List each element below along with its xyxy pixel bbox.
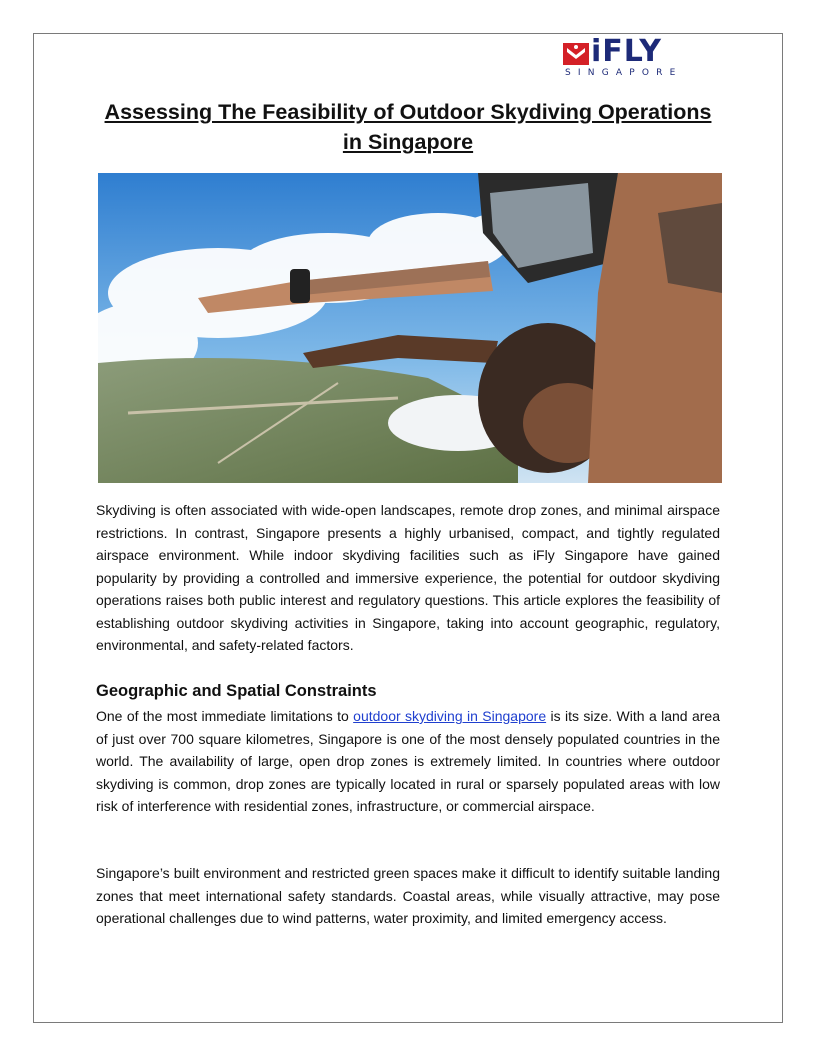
section-heading: Geographic and Spatial Constraints <box>96 682 377 700</box>
skydiving-photo <box>98 173 722 483</box>
section-paragraph-2: Singapore’s built environment and restricted green spaces make it difficult to identify suitable landing zones that meet international safety standards. Coastal areas, while visually attractive, may pose operational challenges due to wind patterns, water proximity, and limited emergency access. <box>96 865 720 926</box>
intro-paragraph: Skydiving is often associated with wide-open landscapes, remote drop zones, and minimal airspace restrictions. In contrast, Singapore presents a highly urbanised, compact, and tightly regulated airspace environment. While indoor skydiving facilities such as iFly Singapore have gained popularity by providing a controlled and immersive experience, the potential for outdoor skydiving operations raises both public interest and regulatory questions. This article explores the feasibility of establishing outdoor skydiving activities in Singapore, taking into account geographic, regulatory, environmental, and safety-related factors. <box>96 502 720 653</box>
logo-wordmark: iFLY <box>591 34 662 69</box>
outdoor-skydiving-link[interactable]: outdoor skydiving in Singapore <box>353 708 547 724</box>
paragraph-text-after-link: is its size. With a land area of just over 700 square kilometres, Singapore is one of the most densely populated countries in the world. The availability of large, open drop zones is extremely limited. In countries where outdoor skydiving is common, drop zones are typically located in rural or sparsely populated areas with low risk of interference with residential zones, infrastructure, or commercial airspace. <box>96 708 720 814</box>
section-paragraph-1 <box>96 705 720 818</box>
page-title: Assessing The Feasibility of Outdoor Skydiving Operations in Singapore <box>104 100 712 154</box>
ifly-logo <box>563 34 693 81</box>
logo-subtitle: SINGAPORE <box>565 68 683 78</box>
paragraph-text-before-link: One of the most immediate limitations to <box>96 708 354 724</box>
ifly-logo-mark-icon <box>563 43 589 65</box>
